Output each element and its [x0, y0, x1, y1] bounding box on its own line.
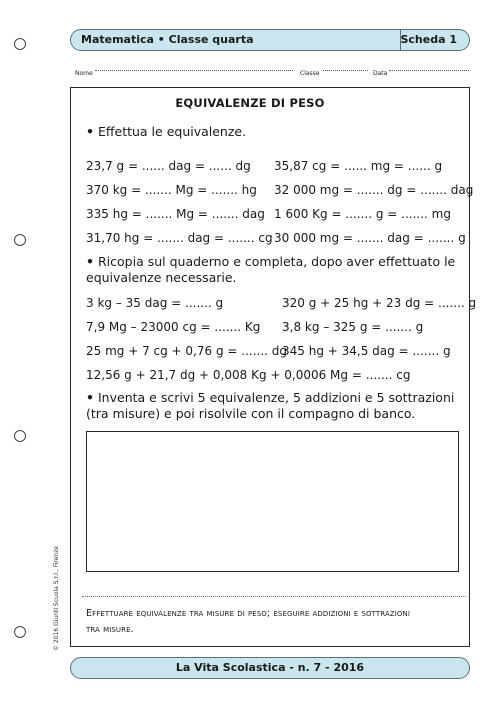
exercise-row: 7,9 Mg – 23000 cg = ....... Kg: [86, 320, 261, 334]
instruction-3-continued: (tra misure) e poi risolvile con il compagno di banco.: [86, 406, 416, 421]
date-field[interactable]: [389, 70, 469, 71]
footer-text: La Vita Scolastica - n. 7 - 2016: [175, 661, 365, 674]
exercise-row: 335 hg = ....... Mg = ....... dag: [86, 207, 265, 221]
instruction-2: [86, 254, 455, 269]
copyright-text: © 2016 Giunti Scuola S.r.l., Firenze: [53, 545, 60, 651]
exercise-row: 35,87 cg = ...... mg = ...... g: [274, 159, 443, 173]
class-label: Classe: [300, 70, 320, 77]
instruction-1-text: Effettua le equivalenze.: [98, 124, 247, 139]
exercise-row: 3 kg – 35 dag = ....... g: [86, 296, 224, 310]
binder-hole-bottom: [14, 626, 26, 638]
exercise-row: 30 000 mg = ....... dag = ....... g: [274, 231, 466, 245]
bullet-icon: •: [86, 124, 94, 139]
instruction-1: [86, 124, 246, 139]
exercise-row: 1 600 Kg = ....... g = ....... mg: [274, 207, 451, 221]
exercise-row: 320 g + 25 hg + 23 dg = ....... g: [282, 296, 477, 310]
answer-box[interactable]: [86, 431, 459, 572]
binder-hole-upper-middle: [14, 234, 26, 246]
exercise-row: 31,70 hg = ....... dag = ....... cg: [86, 231, 273, 245]
instruction-3-text: Inventa e scrivi 5 equivalenze, 5 addizioni e 5 sottrazioni: [98, 390, 455, 405]
footer-bar: [70, 657, 470, 679]
exercise-row: 3,8 kg – 325 g = ....... g: [282, 320, 424, 334]
exercise-row-wide: 12,56 g + 21,7 dg + 0,008 Kg + 0,0006 Mg = ....... cg: [86, 368, 411, 382]
note-line-2: tra misure.: [86, 624, 134, 635]
instruction-3: [86, 390, 454, 405]
header-bar: [70, 29, 470, 51]
binder-hole-top: [14, 38, 26, 50]
sheet-number: Scheda 1: [400, 33, 457, 46]
instruction-2-continued: equivalenze necessarie.: [86, 270, 237, 285]
name-field[interactable]: [95, 70, 293, 71]
date-label: Data: [373, 70, 388, 77]
name-label: Nome: [75, 70, 93, 77]
exercise-row: 25 mg + 7 cg + 0,76 g = ....... dg: [86, 344, 288, 358]
binder-hole-lower-middle: [14, 430, 26, 442]
exercise-row: 23,7 g = ...... dag = ...... dg: [86, 159, 251, 173]
bullet-icon: •: [86, 254, 94, 269]
exercise-row: 32 000 mg = ....... dg = ....... dag: [274, 183, 474, 197]
instruction-2-text: Ricopia sul quaderno e completa, dopo aver effettuato le: [98, 254, 456, 269]
header-title: Matematica • Classe quarta: [81, 33, 254, 46]
bullet-icon: •: [86, 390, 94, 405]
student-info-line: [75, 70, 470, 80]
exercise-row: 345 hg + 34,5 dag = ....... g: [282, 344, 451, 358]
note-divider: [82, 596, 466, 597]
learning-objective-note: [86, 606, 466, 638]
class-field[interactable]: [323, 70, 368, 71]
worksheet-title: EQUIVALENZE DI PESO: [175, 96, 325, 110]
note-line-1: Effettuare equivalenze tra misure di peso; eseguire addizioni e sottrazioni: [86, 608, 410, 619]
exercise-row: 370 kg = ....... Mg = ....... hg: [86, 183, 257, 197]
